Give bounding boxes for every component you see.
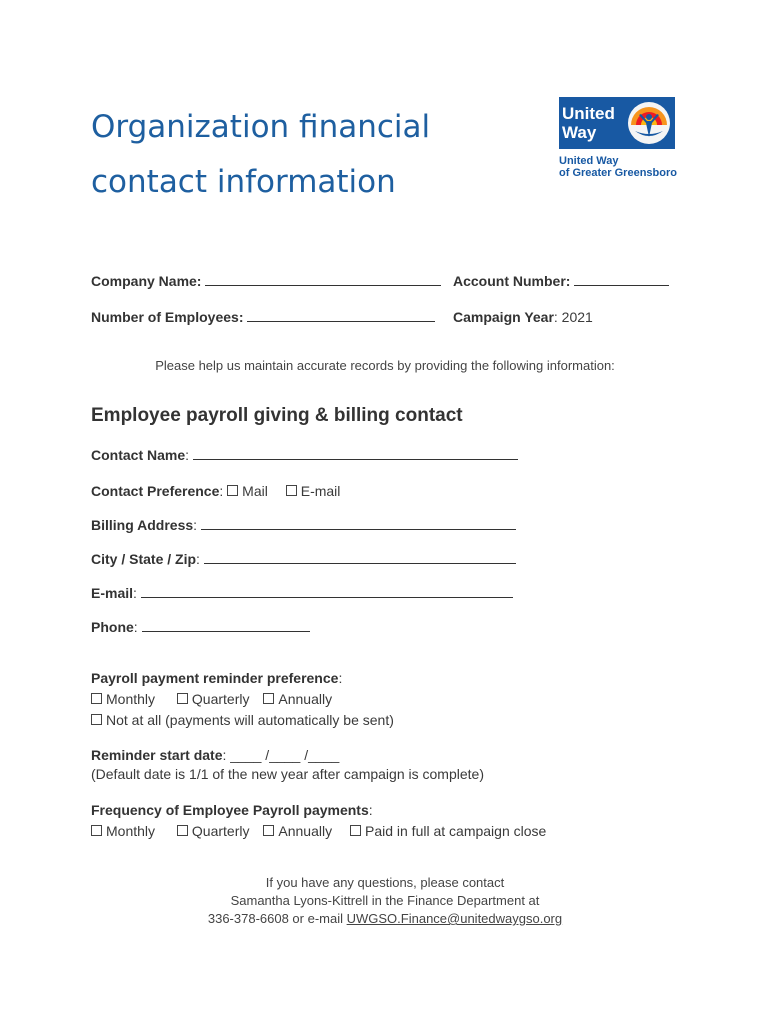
section-title: Employee payroll giving & billing contact xyxy=(91,405,463,426)
colon: : xyxy=(219,483,224,499)
account-number-field[interactable] xyxy=(574,273,669,286)
reminder-monthly-checkbox[interactable] xyxy=(91,693,102,704)
intro-text: Please help us maintain accurate records by providing the following information: xyxy=(155,358,615,373)
colon: : xyxy=(338,670,343,686)
page-title: Organization financial contact information xyxy=(91,109,431,200)
contact-preference-label: Contact Preference xyxy=(91,483,220,499)
frequency-monthly-label: Monthly xyxy=(106,823,156,839)
frequency-monthly-checkbox[interactable] xyxy=(91,825,102,836)
company-name-field[interactable] xyxy=(205,273,441,286)
contact-name-field[interactable] xyxy=(193,447,518,460)
billing-address-label: Billing Address xyxy=(91,517,194,533)
reminder-start-value[interactable]: : ____ /____ /____ xyxy=(222,747,340,763)
footer-line1: If you have any questions, please contact xyxy=(265,875,505,890)
logo-box xyxy=(559,97,675,149)
reminder-pref-options xyxy=(91,691,332,707)
reminder-pref-heading xyxy=(91,670,342,686)
frequency-annually-label: Annually xyxy=(278,823,333,839)
colon: : xyxy=(193,517,198,533)
contact-name-row xyxy=(91,447,518,463)
billing-address-field[interactable] xyxy=(201,517,516,530)
reminder-start-note: (Default date is 1/1 of the new year after campaign is complete) xyxy=(91,766,484,782)
footer-line2: Samantha Lyons-Kittrell in the Finance Department at xyxy=(230,893,540,908)
frequency-label: Frequency of Employee Payroll payments xyxy=(91,802,369,818)
reminder-quarterly-label: Quarterly xyxy=(191,691,250,707)
contact-name-label: Contact Name xyxy=(91,447,186,463)
account-number-label: Account Number: xyxy=(453,273,571,289)
colon: : xyxy=(133,585,137,601)
company-name-row xyxy=(91,273,441,289)
united-way-logo xyxy=(559,97,679,179)
city-state-zip-field[interactable] xyxy=(204,551,516,564)
city-state-zip-label: City / State / Zip xyxy=(91,551,197,567)
frequency-quarterly-label: Quarterly xyxy=(191,823,250,839)
reminder-quarterly-checkbox[interactable] xyxy=(177,693,188,704)
phone-field[interactable] xyxy=(142,619,310,632)
billing-address-row xyxy=(91,517,516,533)
frequency-quarterly-checkbox[interactable] xyxy=(177,825,188,836)
frequency-paid-in-full-label: Paid in full at campaign close xyxy=(364,823,547,839)
logo-line2: Way xyxy=(562,123,597,142)
reminder-pref-label: Payroll payment reminder preference xyxy=(91,670,339,686)
frequency-annually-checkbox[interactable] xyxy=(263,825,274,836)
email-option-label: E-mail xyxy=(300,483,341,499)
frequency-paid-in-full-checkbox[interactable] xyxy=(350,825,361,836)
email-field[interactable] xyxy=(141,585,513,598)
employees-row xyxy=(91,309,435,325)
reminder-not-at-all-checkbox[interactable] xyxy=(91,714,102,725)
contact-preference-row xyxy=(91,483,340,499)
reminder-not-at-all-row xyxy=(91,712,394,728)
campaign-year-value: : 2021 xyxy=(553,309,593,325)
city-state-zip-row xyxy=(91,551,516,567)
email-label: E-mail xyxy=(91,585,134,601)
colon: : xyxy=(368,802,373,818)
campaign-year-label: Campaign Year xyxy=(453,309,554,325)
colon: : xyxy=(185,447,190,463)
reminder-monthly-label: Monthly xyxy=(106,691,156,707)
logo-wordmark xyxy=(559,104,626,142)
account-number-row xyxy=(453,273,669,289)
reminder-not-at-all-label: Not at all (payments will automatically be sent) xyxy=(106,712,394,728)
footer-line3 xyxy=(0,910,770,928)
employees-label: Number of Employees: xyxy=(91,309,244,325)
phone-row xyxy=(91,619,310,635)
footer-contact xyxy=(0,874,770,928)
frequency-heading xyxy=(91,802,373,818)
logo-caption-line1: United Way xyxy=(559,155,619,167)
reminder-start-row xyxy=(91,747,339,763)
reminder-start-label: Reminder start date xyxy=(91,747,223,763)
colon: : xyxy=(133,619,138,635)
company-name-label: Company Name: xyxy=(91,273,202,289)
hand-rainbow-icon xyxy=(627,101,671,145)
frequency-options xyxy=(91,823,546,839)
colon: : xyxy=(196,551,200,567)
logo-caption xyxy=(559,155,679,179)
campaign-year-row xyxy=(453,309,593,325)
phone-label: Phone xyxy=(91,619,134,635)
logo-line1: United xyxy=(562,104,615,123)
logo-caption-line2: of Greater Greensboro xyxy=(559,167,677,179)
mail-option-label: Mail xyxy=(242,483,268,499)
mail-checkbox[interactable] xyxy=(227,485,238,496)
email-checkbox[interactable] xyxy=(286,485,297,496)
finance-email-link[interactable]: UWGSO.Finance@unitedwaygso.org xyxy=(346,911,563,926)
reminder-annually-label: Annually xyxy=(278,691,333,707)
reminder-annually-checkbox[interactable] xyxy=(263,693,274,704)
email-row xyxy=(91,585,513,601)
employees-field[interactable] xyxy=(247,309,435,322)
footer-phone-text: 336-378-6608 or e-mail xyxy=(207,911,347,926)
